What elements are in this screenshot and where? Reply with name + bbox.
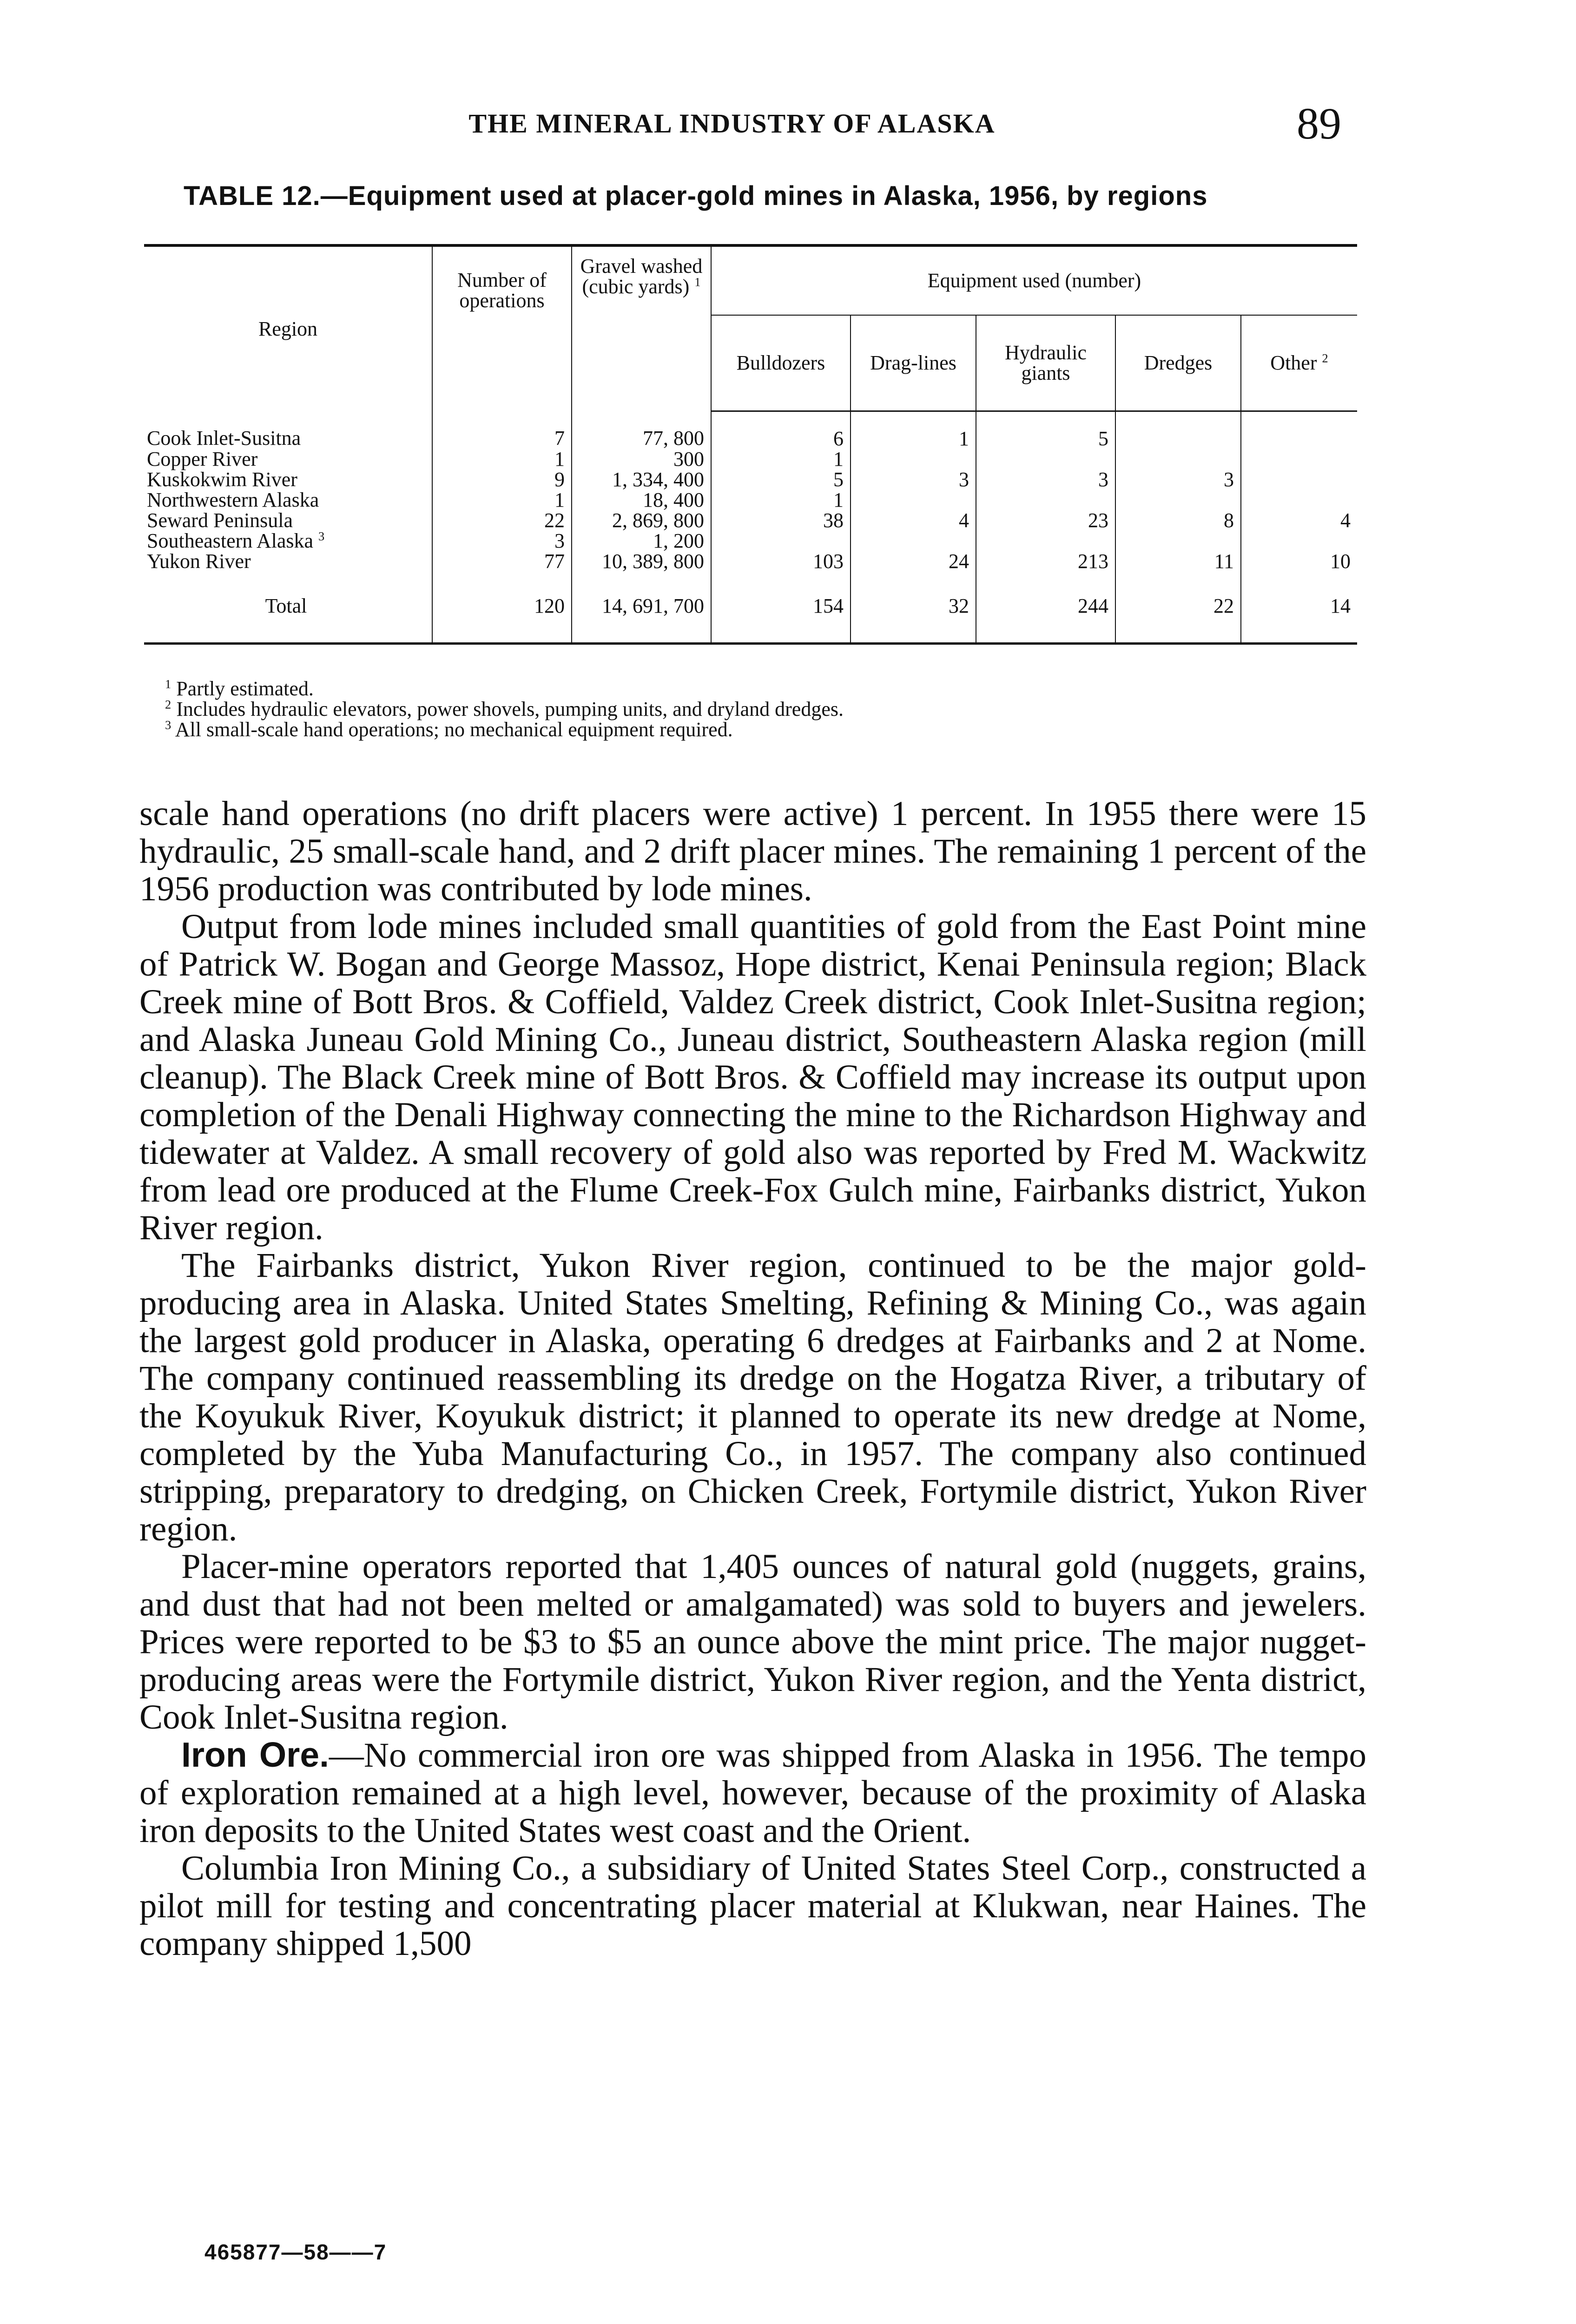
- table-row: [144, 490, 1357, 510]
- dredges-cell: 8: [1115, 510, 1241, 531]
- gravel-cell: 1, 334, 400: [572, 469, 711, 490]
- paragraph: Columbia Iron Mining Co., a subsidiary of United States Steel Corp., constructed a pilot mill for testing and concentrating placer material at Klukwan, near Haines. The company shipped 1,500: [139, 1849, 1366, 1963]
- dredges-cell: [1115, 490, 1241, 510]
- region-cell: [144, 528, 432, 552]
- footnote-mark: 2: [165, 697, 171, 712]
- operations-cell: 1: [432, 449, 572, 469]
- bulldozers-cell: 6: [711, 411, 851, 449]
- region-cell: Cook Inlet-Susitna: [147, 426, 301, 449]
- dredges-cell: [1115, 531, 1241, 551]
- draglines-cell: 24: [851, 551, 976, 590]
- paragraph: Placer-mine operators reported that 1,405 ounces of natural gold (nuggets, grains, and dust that had not been melted or amalgamated) was sold to buyers and jewelers. Prices were reported to be $3 to $5 an ounce above the mint price. The major nugget-producing areas were the Fortymile district, Yukon River region, and the Yenta district, Cook Inlet-Susitna region.: [139, 1547, 1366, 1736]
- header-gravel: [572, 245, 711, 411]
- header-other-note: 2: [1322, 350, 1328, 365]
- hydraulic-cell: 23: [976, 510, 1115, 531]
- header-operations: Number of operations: [432, 245, 572, 411]
- header-hydraulic-giants: Hydraulic giants: [976, 315, 1115, 411]
- other-cell: [1241, 449, 1357, 469]
- operations-cell: 1: [432, 490, 572, 510]
- footnote-text: Partly estimated.: [176, 677, 314, 700]
- bulldozers-cell: 103: [711, 551, 851, 590]
- draglines-cell: [851, 531, 976, 551]
- region-cell: Seward Peninsula: [147, 508, 293, 532]
- header-region: Region: [144, 245, 432, 411]
- region-footnote-mark: 3: [318, 528, 325, 543]
- paragraph: scale hand operations (no drift placers were active) 1 percent. In 1955 there were 15 hydraulic, 25 small-scale hand, and 2 drift placer mines. The remaining 1 percent of the 1956 production was contributed by lode mines.: [139, 794, 1366, 908]
- paragraph: Output from lode mines included small quantities of gold from the East Point mine of Patrick W. Bogan and George Massoz, Hope district, Kenai Peninsula region; Black Creek mine of Bott Bros. & Coffield, Valdez Creek district, Cook Inlet-Susitna region; and Alaska Juneau Gold Mining Co., Juneau district, Southeastern Alaska region (mill cleanup). The Black Creek mine of Bott Bros. & Coffield may increase its output upon completion of the Denali Highway connecting the mine to the Richardson Highway and tidewater at Valdez. A small recovery of gold also was reported by Fred M. Wackwitz from lead ore produced at the Flume Creek-Fox Gulch mine, Fairbanks district, Yukon River region.: [139, 907, 1366, 1247]
- bulldozers-cell: [711, 531, 851, 551]
- other-cell: [1241, 411, 1357, 449]
- region-label: Southeastern Alaska: [147, 529, 314, 552]
- other-cell: [1241, 531, 1357, 551]
- operations-cell: 3: [432, 531, 572, 551]
- bulldozers-cell: 1: [711, 449, 851, 469]
- hydraulic-cell: 3: [976, 469, 1115, 490]
- table-row: [144, 449, 1357, 469]
- total-hydraulic: 244: [976, 590, 1115, 644]
- operations-cell: 7: [432, 411, 572, 449]
- paragraph: The Fairbanks district, Yukon River region, continued to be the major gold-producing area in Alaska. United States Smelting, Refining & Mining Co., was again the largest gold producer in Alaska, operating 6 dredges at Fairbanks and 2 at Nome. The company continued reassembling its dredge on the Hogatza River, a tributary of the Koyukuk River, Koyukuk district; it planned to operate its new dredge at Nome, completed by the Yuba Manufacturing Co., in 1957. The company also continued stripping, preparatory to dredging, on Chicken Creek, Fortymile district, Yukon River region.: [139, 1246, 1366, 1548]
- footnote: [165, 679, 1373, 699]
- draglines-cell: 3: [851, 469, 976, 490]
- paragraph-text: —No commercial iron ore was shipped from Alaska in 1956. The tempo of exploration remained at a high level, however, because of the proximity of Alaska iron deposits to the United States west coast and the Orient.: [139, 1736, 1366, 1850]
- gravel-cell: 1, 200: [572, 531, 711, 551]
- table-row: [144, 531, 1357, 551]
- footnote-text: Includes hydraulic elevators, power shovels, pumping units, and dryland dredges.: [176, 698, 844, 720]
- other-cell: 10: [1241, 551, 1357, 590]
- header-dredges: Dredges: [1115, 315, 1241, 411]
- page-number: 89: [1297, 99, 1341, 148]
- total-operations: 120: [432, 590, 572, 644]
- header-bulldozers: Bulldozers: [711, 315, 851, 411]
- draglines-cell: [851, 449, 976, 469]
- footnote-text: All small-scale hand operations; no mechanical equipment required.: [175, 718, 733, 741]
- total-dredges: 22: [1115, 590, 1241, 644]
- bulldozers-cell: 5: [711, 469, 851, 490]
- table-row: [144, 469, 1357, 490]
- header-gravel-label: Gravel washed (cubic yards): [580, 255, 703, 298]
- bulldozers-cell: 38: [711, 510, 851, 531]
- hydraulic-cell: 213: [976, 551, 1115, 590]
- region-cell: Copper River: [147, 447, 258, 470]
- footnote: [165, 699, 1373, 720]
- hydraulic-cell: [976, 449, 1115, 469]
- dredges-cell: 11: [1115, 551, 1241, 590]
- header-draglines: Drag-lines: [851, 315, 976, 411]
- running-head: THE MINERAL INDUSTRY OF ALASKA: [468, 108, 996, 139]
- table-title: TABLE 12.—Equipment used at placer-gold mines in Alaska, 1956, by regions: [184, 181, 1208, 211]
- total-bulldozers: 154: [711, 590, 851, 644]
- total-label: Total: [144, 590, 432, 644]
- footnote-mark: 3: [165, 718, 171, 732]
- operations-cell: 77: [432, 551, 572, 590]
- hydraulic-cell: [976, 490, 1115, 510]
- region-cell: Yukon River: [147, 549, 251, 573]
- draglines-cell: 1: [851, 411, 976, 449]
- other-cell: [1241, 490, 1357, 510]
- total-other: 14: [1241, 590, 1357, 644]
- dredges-cell: [1115, 449, 1241, 469]
- table-row: [144, 411, 1357, 449]
- gravel-cell: 300: [572, 449, 711, 469]
- total-draglines: 32: [851, 590, 976, 644]
- gravel-cell: 77, 800: [572, 411, 711, 449]
- total-gravel: 14, 691, 700: [572, 590, 711, 644]
- draglines-cell: [851, 490, 976, 510]
- footnote: [165, 720, 1373, 740]
- header-gravel-note: 1: [694, 275, 701, 289]
- bulldozers-cell: 1: [711, 490, 851, 510]
- section-heading: Iron Ore.: [181, 1735, 329, 1774]
- table-row: [144, 510, 1357, 531]
- region-cell: Northwestern Alaska: [147, 488, 319, 511]
- region-cell: Kuskokwim River: [147, 468, 297, 491]
- hydraulic-cell: [976, 531, 1115, 551]
- other-cell: 4: [1241, 510, 1357, 531]
- table-footnotes: [165, 679, 1373, 740]
- body-text: [139, 795, 1366, 1962]
- equipment-table: [144, 244, 1357, 645]
- gravel-cell: 10, 389, 800: [572, 551, 711, 590]
- paragraph: [139, 1736, 1366, 1849]
- header-equipment-group: Equipment used (number): [711, 245, 1357, 315]
- gravel-cell: 18, 400: [572, 490, 711, 510]
- operations-cell: 9: [432, 469, 572, 490]
- table-row: [144, 551, 1357, 590]
- footnote-mark: 1: [165, 677, 171, 691]
- print-code: 465877—58——7: [204, 2240, 387, 2264]
- operations-cell: 22: [432, 510, 572, 531]
- table-total-row: [144, 590, 1357, 644]
- other-cell: [1241, 469, 1357, 490]
- header-other-label: Other: [1270, 351, 1317, 374]
- draglines-cell: 4: [851, 510, 976, 531]
- gravel-cell: 2, 869, 800: [572, 510, 711, 531]
- dredges-cell: 3: [1115, 469, 1241, 490]
- dredges-cell: [1115, 411, 1241, 449]
- header-other: [1241, 315, 1357, 411]
- hydraulic-cell: 5: [976, 411, 1115, 449]
